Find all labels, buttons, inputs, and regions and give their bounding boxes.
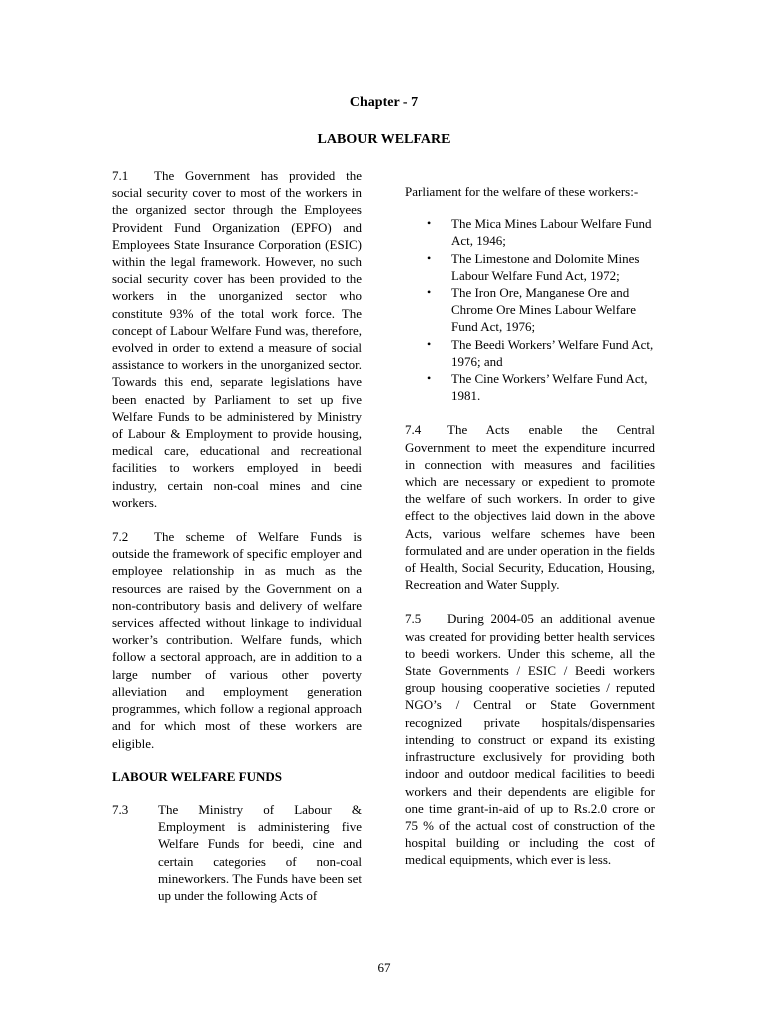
paragraph-text: During 2004-05 an additional avenue was created for providing better health services to beedi workers. Under this scheme, all the State Governments / ESIC / Beedi workers group housing cooperative societies / reputed NGO’s / Central or State Government recognized private hospitals/dispensaries intending to construct or expand its existing infrastructure exclusively for providing both indoor and outdoor medical facilities to beedi workers and their dependents are eligible for one time grant-in-aid of up to Rs.2.0 crore or 75 % of the actual cost of construction of the hospital building or including the cost of medical equipments, which ever is less. [405,611,655,868]
paragraph-number: 7.2 [112,529,129,545]
list-item: • The Iron Ore, Manganese Ore and Chrome Ore Mines Labour Welfare Fund Act, 1976; [427,285,636,335]
list-item: • The Limestone and Dolomite Mines Labour Welfare Fund Act, 1972; [427,250,640,283]
acts-list [405,215,655,404]
paragraph-number: 7.3 [112,801,129,817]
paragraph-7-4 [405,421,655,593]
bullet-icon: • [427,216,432,231]
paragraph-7-3-continued: Parliament for the welfare of these workers:- [405,184,639,199]
left-column [112,167,362,904]
paragraph-text: The Government has provided the social security cover to most of the workers in the organized sector through the Employees Provident Fund Organization (EPFO) and Employees State Insurance Corporation (ESIC) within the legal framework. However, no such social security cover has been provided to the workers in the unorganized sector who constitute 93% of the total work force. The concept of Labour Welfare Fund was, therefore, evolved in order to extend a measure of social assistance to workers in the unorganized sector. Towards this end, separate legislations have been enacted by Parliament to set up five Welfare Funds to be administered by Ministry of Labour & Employment to provide housing, medical care, educational and recreational facilities to workers employed in beedi industry, certain non-coal mines and cine workers. [112,168,362,510]
paragraph-text: The Acts enable the Central Government to meet the expenditure incurred in connection with measures and facilities which are necessary or expedient to promote the welfare of such workers. In order to give effect to the objectives laid down in the above Acts, various welfare schemes have been formulated and are under operation in the fields of Health, Social Security, Education, Housing, Recreation and Water Supply. [405,422,655,593]
paragraph-7-5 [405,610,655,868]
bullet-icon: • [427,336,432,351]
right-column [405,167,655,869]
paragraph-7-2 [112,528,362,752]
page-number: 67 [377,960,391,975]
list-item: • The Cine Workers’ Welfare Fund Act, 1981. [427,371,648,404]
paragraph-text: The Ministry of Labour & Employment is administering five Welfare Funds for beedi, cine and certain categories of non-coal mineworkers. The Funds have been set up under the following Acts of [158,801,362,903]
paragraph-number: 7.5 [405,611,422,627]
chapter-title: LABOUR WELFARE [317,132,451,147]
bullet-icon: • [427,371,432,386]
paragraph-text: The scheme of Welfare Funds is outside the framework of specific employer and employee relationship in as much as the resources are raised by the Government on a non-contributory basis and delivery of welfare services affected without linkage to individual worker’s contribution. Welfare funds, which follow a sectoral approach, are in addition to a large number of various other poverty alleviation and employment generation programmes, which follow a regional approach and for which most of these workers are eligible. [112,529,362,751]
list-item: • The Mica Mines Labour Welfare Fund Act, 1946; [427,216,652,249]
bullet-icon: • [427,285,432,300]
section-heading: LABOUR WELFARE FUNDS [112,768,282,784]
paragraph-number: 7.1 [112,168,129,183]
paragraph-7-1 [112,167,362,511]
paragraph-7-3 [112,801,362,904]
list-item: • The Beedi Workers’ Welfare Fund Act, 1976; and [427,336,654,369]
chapter-number: Chapter - 7 [349,95,419,110]
paragraph-number: 7.4 [405,422,422,438]
bullet-icon: • [427,250,432,265]
